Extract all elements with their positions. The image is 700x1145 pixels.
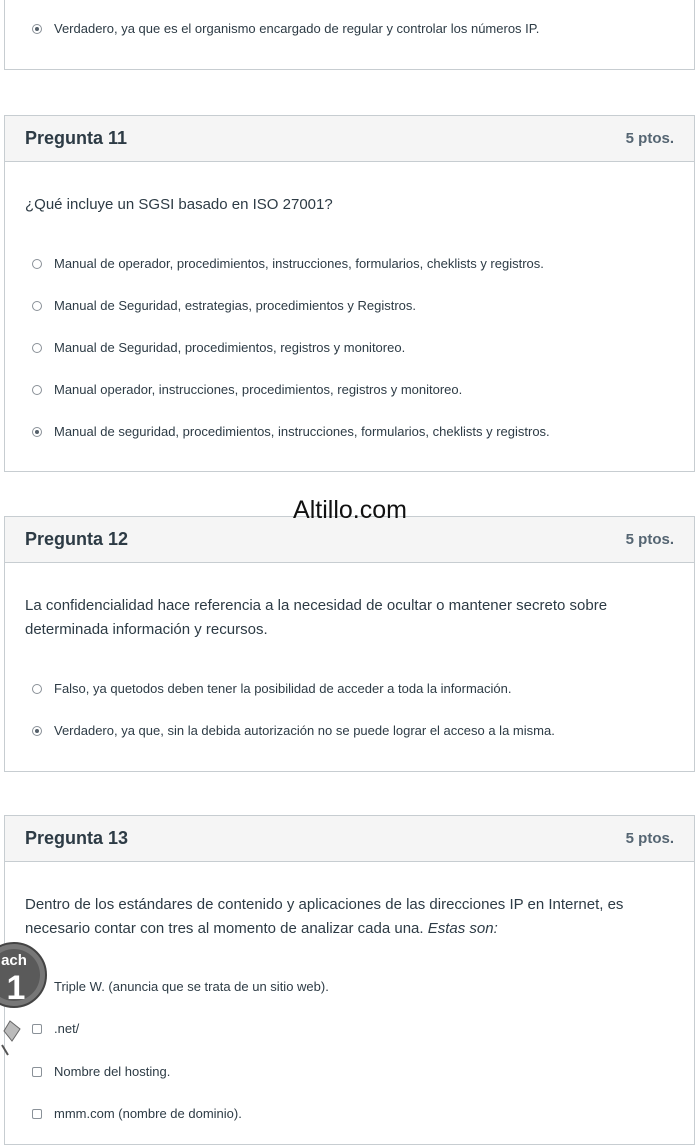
question-13-card <box>4 815 695 1145</box>
checkbox-icon[interactable] <box>32 1109 42 1119</box>
question-header <box>5 816 694 862</box>
radio-icon[interactable] <box>32 684 42 694</box>
option-label: mmm.com (nombre de dominio). <box>54 1106 242 1121</box>
option-label: Manual de Seguridad, estrategias, procedimientos y Registros. <box>54 298 417 313</box>
option-label: Manual de Seguridad, procedimientos, registros y monitoreo. <box>54 340 406 355</box>
question-points: 5 ptos. <box>625 130 674 147</box>
option-label: Manual de seguridad, procedimientos, instrucciones, formularios, cheklists y registros. <box>54 424 550 439</box>
badge-text-top: ach <box>1 952 27 969</box>
q13-option-1[interactable] <box>32 979 329 994</box>
radio-icon[interactable] <box>32 301 42 311</box>
q11-option-4[interactable] <box>32 382 462 397</box>
badge-icon <box>0 935 52 1060</box>
q11-option-5[interactable] <box>32 424 550 439</box>
question-12-card <box>4 516 695 772</box>
question-10-card <box>4 0 695 70</box>
option-label: Verdadero, ya que, sin la debida autorización no se puede lograr el acceso a la misma. <box>54 723 555 738</box>
option-label: Manual de operador, procedimientos, instrucciones, formularios, cheklists y registros. <box>54 256 544 271</box>
question-11-card <box>4 115 695 472</box>
question-points: 5 ptos. <box>625 531 674 548</box>
question-title: Pregunta 12 <box>25 529 129 549</box>
q11-option-2[interactable] <box>32 298 416 313</box>
radio-icon[interactable] <box>32 385 42 395</box>
option-label: Triple W. (anuncia que se trata de un sitio web). <box>54 979 329 994</box>
question-text-emphasis: Estas son: <box>427 920 498 937</box>
option-label: Manual operador, instrucciones, procedimientos, registros y monitoreo. <box>54 382 463 397</box>
q11-option-1[interactable] <box>32 256 544 271</box>
q10-option-1[interactable] <box>32 21 539 36</box>
question-text: ¿Qué incluye un SGSI basado en ISO 27001? <box>25 196 333 213</box>
option-label: Nombre del hosting. <box>54 1064 171 1079</box>
radio-selected-icon[interactable] <box>32 726 42 736</box>
radio-icon[interactable] <box>32 343 42 353</box>
radio-selected-icon[interactable] <box>32 24 42 34</box>
q12-option-2[interactable] <box>32 723 555 738</box>
q10-option-1-label: Verdadero, ya que es el organismo encargado de regular y controlar los números IP. <box>54 21 540 36</box>
question-title: Pregunta 11 <box>25 128 128 148</box>
question-text <box>25 893 664 941</box>
badge-text-number: 1 <box>6 969 26 1007</box>
q11-option-3[interactable] <box>32 340 405 355</box>
option-label: Falso, ya quetodos deben tener la posibilidad de acceder a toda la información. <box>54 681 512 696</box>
question-text-main: Dentro de los estándares de contenido y aplicaciones de las direcciones IP en Internet, es necesario contar con tres al momento de analizar cada una. <box>25 896 624 937</box>
option-label: .net/ <box>54 1021 80 1036</box>
question-header <box>5 116 694 162</box>
q12-option-1[interactable] <box>32 681 511 696</box>
q13-option-4[interactable] <box>32 1106 242 1121</box>
radio-icon[interactable] <box>32 259 42 269</box>
q13-option-3[interactable] <box>32 1064 170 1079</box>
radio-selected-icon[interactable] <box>32 427 42 437</box>
watermark-text: Altillo.com <box>293 496 407 524</box>
question-points: 5 ptos. <box>625 830 674 847</box>
question-text: La confidencialidad hace referencia a la necesidad de ocultar o mantener secreto sobre determinada información y recursos. <box>25 597 608 638</box>
question-title: Pregunta 13 <box>25 828 129 848</box>
checkbox-icon[interactable] <box>32 1067 42 1077</box>
